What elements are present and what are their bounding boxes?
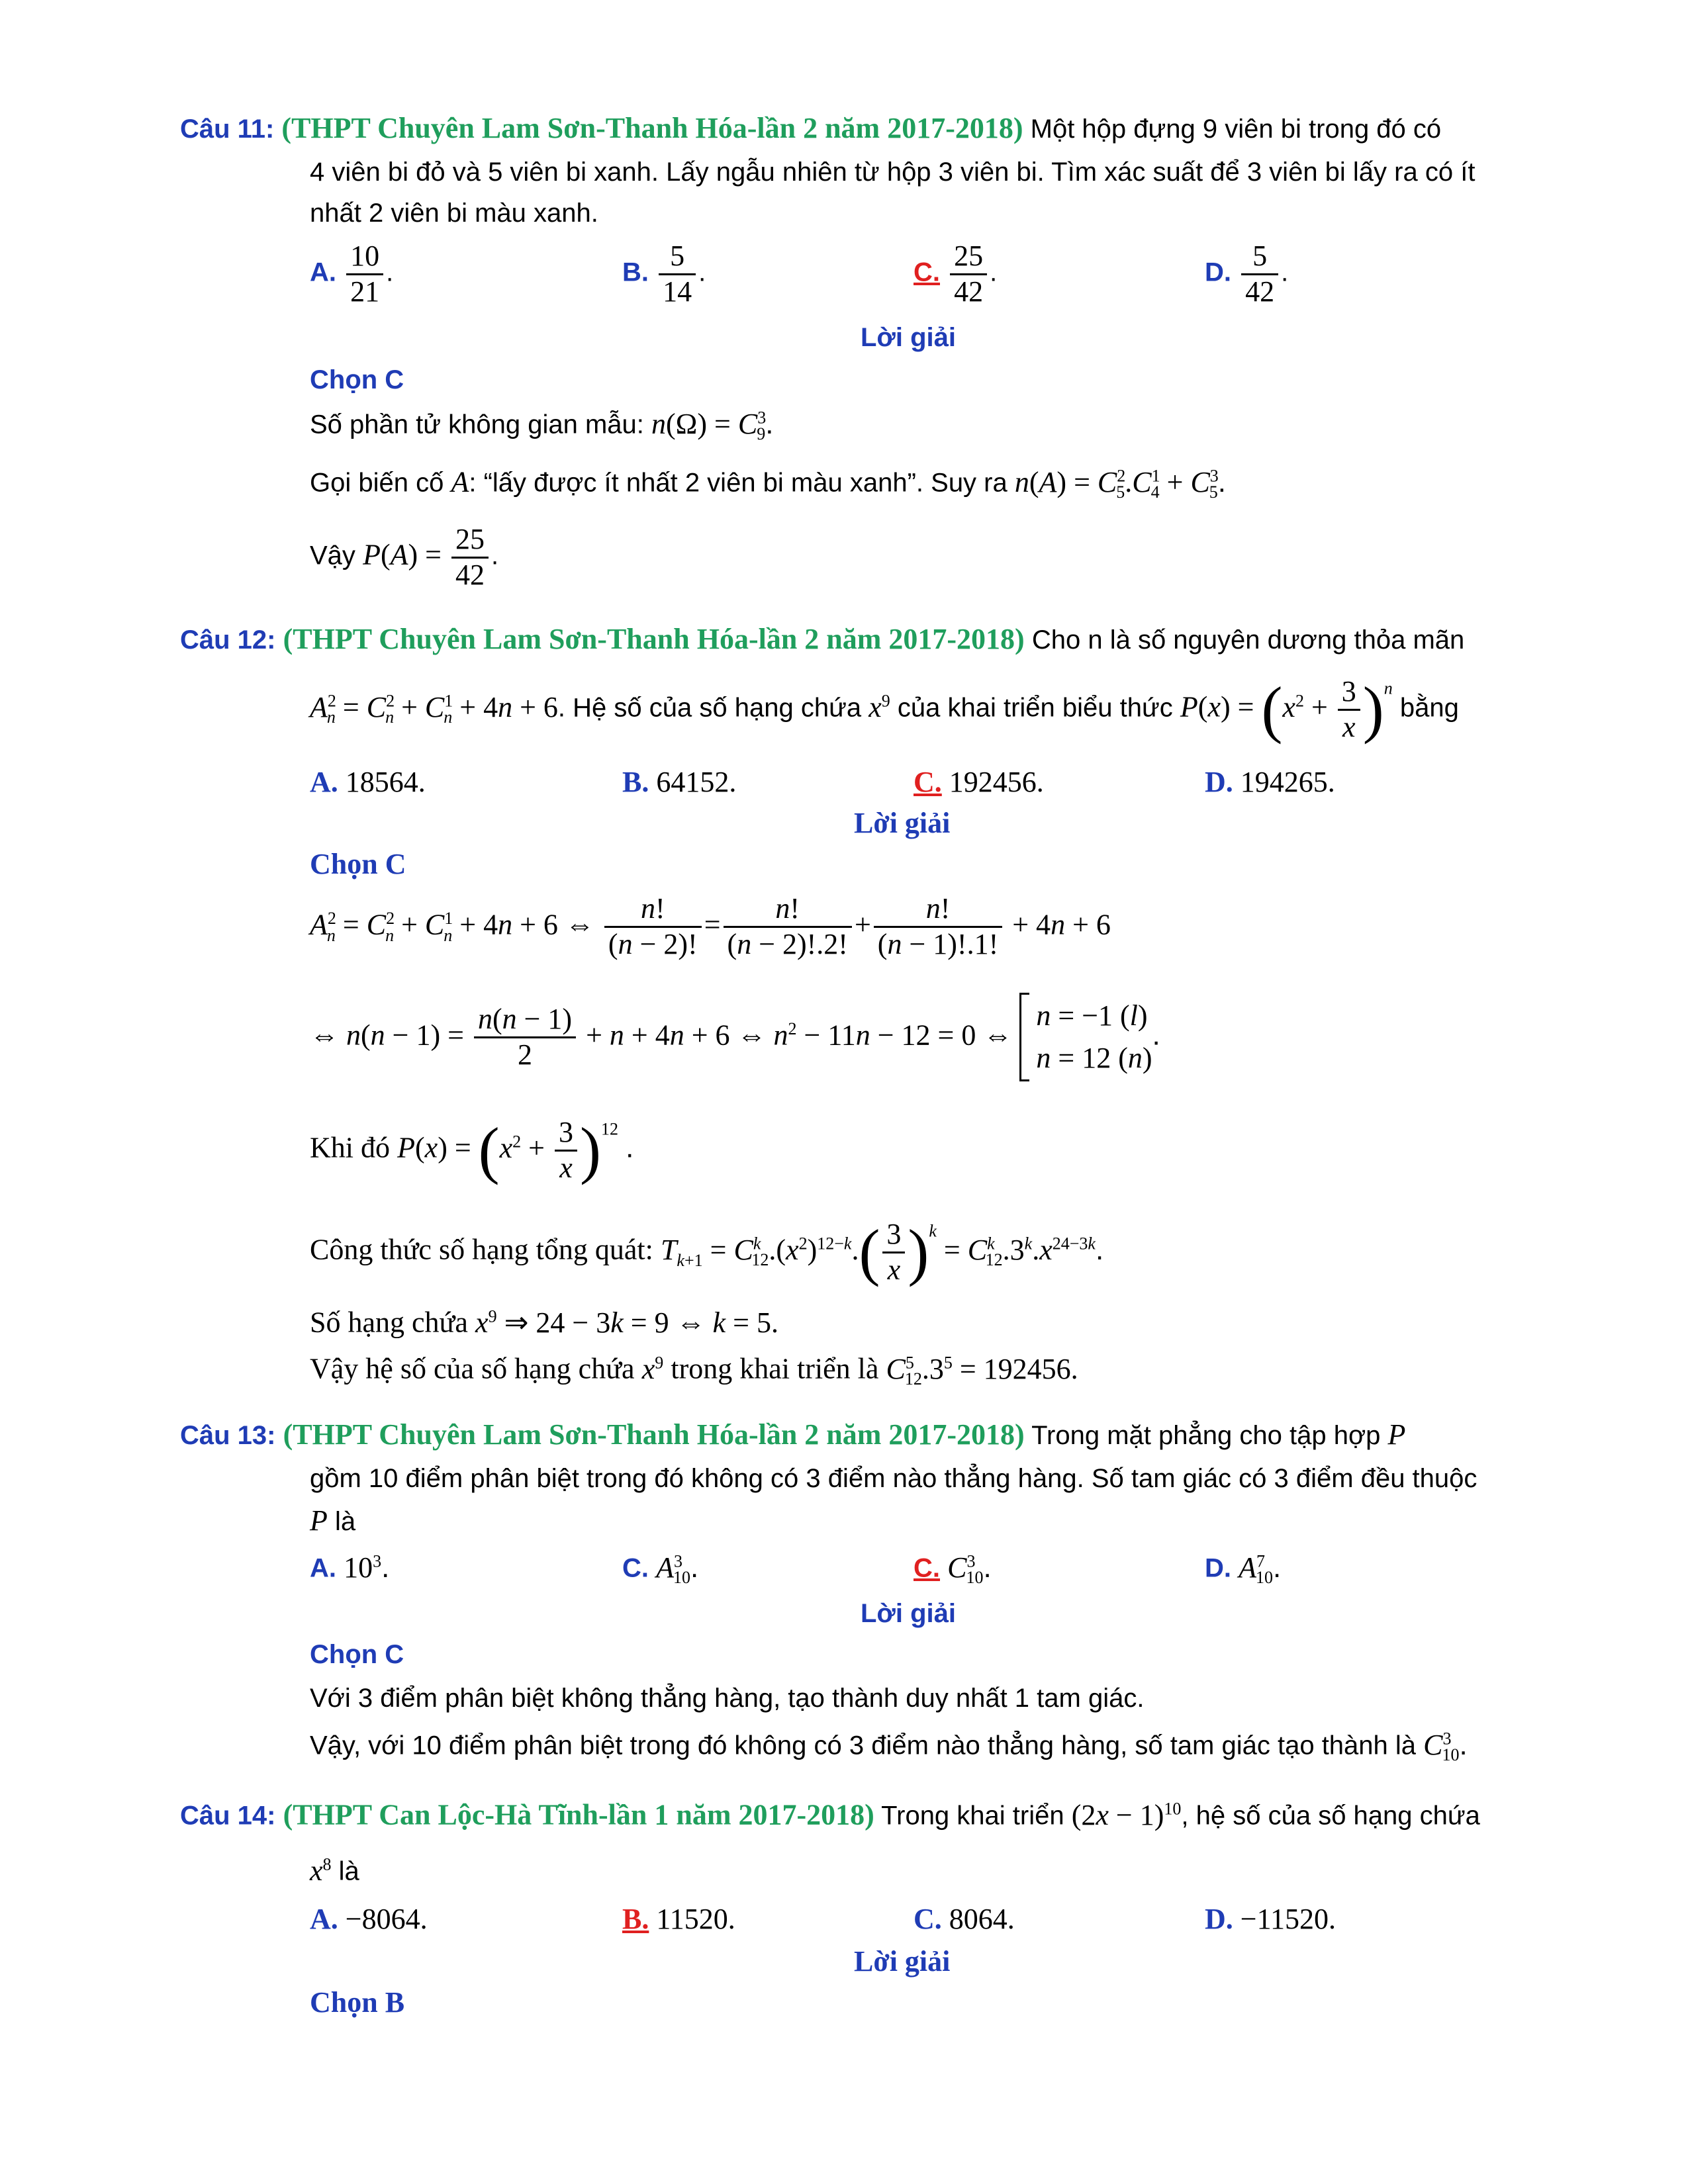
q13-text-3: P là [310, 1504, 356, 1537]
q11-line-3: Vậy P(A) = $\frac{25}{42}$ . [310, 523, 499, 591]
q13-label: Câu 13: [180, 1421, 276, 1450]
q12-option-a[interactable]: A. 18564. [310, 766, 426, 798]
q12-option-d[interactable]: D. 194265. [1205, 766, 1335, 798]
q12-eq-2: ⇔ n(n − 1) = $\frac{n(n - 1)}{2}$ + n + 4n + 6 ⇔ $n^2 - 11n - 12 = 0$ ⇔ n = −1 (l) n = 12 (n). [310, 993, 1160, 1081]
q12-source: (THPT Chuyên Lam Sơn-Thanh Hóa-lần 2 năm 2017-2018) [283, 623, 1025, 655]
q11-text-1: Một hộp đựng 9 viên bi trong đó có [1030, 114, 1442, 144]
q13-text-1: Trong mặt phẳng cho tập hợp [1031, 1421, 1381, 1450]
q14-source: (THPT Can Lộc-Hà Tĩnh-lần 1 năm 2017-2018) [283, 1798, 874, 1831]
q14-header: Câu 14: (THPT Can Lộc-Hà Tĩnh-lần 1 năm 2017-2018) Trong khai triển $(2x - 1)^{10}$, hệ số của số hạng chứa [180, 1798, 1480, 1831]
q11-choice: Chọn C [310, 365, 404, 394]
q12-option-b[interactable]: B. 64152. [622, 766, 737, 798]
q12-label: Câu 12: [180, 625, 276, 655]
q11-option-a[interactable]: A. $\frac{10}{21}$ . [310, 240, 394, 308]
q14-option-a[interactable]: A. −8064. [310, 1903, 428, 1935]
q12-eq-1: $A^2_n = C^2_n + C^1_n + 4n + 6$ ⇔ $\frac{n!}{(n - 2)!}$ = $\frac{n!}{(n - 2)!.2!}$ + $\frac{n!}{(n - 1)!.1!}$ + 4n + 6 [310, 892, 1111, 960]
q11-label: Câu 11: [180, 114, 275, 144]
q12-choice: Chọn C [310, 848, 406, 880]
fraction: $\frac{25}{42}$ [950, 240, 987, 308]
q14-solution-title: Lời giải [854, 1945, 951, 1978]
q13-header: Câu 13: (THPT Chuyên Lam Sơn-Thanh Hóa-lần 2 năm 2017-2018) Trong mặt phẳng cho tập hợp P [180, 1418, 1406, 1451]
q12-conclusion: Vậy hệ số của số hạng chứa $x^9$ trong khai triển là $C^5_{12}.3^5 = 192456$. [310, 1352, 1078, 1389]
q13-line-1: Với 3 điểm phân biệt không thẳng hàng, tạo thành duy nhất 1 tam giác. [310, 1684, 1145, 1713]
q11-line-1: Số phần tử không gian mẫu: $n(\Omega) = C^3_9$. [310, 407, 774, 444]
q14-label: Câu 14: [180, 1801, 276, 1831]
q14-option-b[interactable]: B. 11520. [622, 1903, 735, 1935]
q13-text-2: gồm 10 điểm phân biệt trong đó không có 3 điểm nào thẳng hàng. Số tam giác có 3 điểm đều thuộc [310, 1464, 1477, 1493]
q13-choice: Chọn C [310, 1640, 404, 1669]
q14-text-2: $x^8$ là [310, 1854, 359, 1887]
fraction: $\frac{5}{14}$ [659, 240, 696, 308]
q13-solution-title: Lời giải [861, 1599, 957, 1628]
q12-option-c[interactable]: C. 192456. [914, 766, 1044, 798]
fraction: $\frac{5}{42}$ [1241, 240, 1278, 308]
q14-option-c[interactable]: C. 8064. [914, 1903, 1015, 1935]
q12-solution-title: Lời giải [854, 807, 951, 839]
q11-header [180, 114, 1441, 143]
q12-term-x9: Số hạng chứa $x^9$ ⇒ 24 − 3k = 9 ⇔ k = 5. [310, 1306, 778, 1339]
fraction: $\frac{10}{21}$ [346, 240, 383, 308]
q13-option-c[interactable]: C. $C^3_{10}$. [914, 1551, 992, 1588]
q11-option-b[interactable]: B. $\frac{5}{14}$ . [622, 240, 706, 308]
q13-option-b[interactable]: C. $A^3_{10}$. [622, 1551, 699, 1588]
q12-general-term: Công thức số hạng tổng quát: $T_{k+1} = C^k_{12}.(x^2)^{12-k}$.( $\frac{3}{x}$ )$^k = C^k_{12}.3^k.x^{24-3k}$. [310, 1216, 1104, 1288]
q12-khi-do: Khi đó $P(x) = (x^2$ + $\frac{3}{x}$ )$^{12}$ . [310, 1115, 634, 1186]
fraction: $\frac{25}{42}$ [451, 523, 489, 592]
q14-option-d[interactable]: D. −11520. [1205, 1903, 1336, 1935]
q11-solution-title: Lời giải [861, 323, 957, 352]
q11-source: (THPT Chuyên Lam Sơn-Thanh Hóa-lần 2 năm 2017-2018) [281, 112, 1023, 144]
q11-option-d[interactable]: D. $\frac{5}{42}$ . [1205, 240, 1289, 308]
q11-option-c[interactable]: C. $\frac{25}{42}$ . [914, 240, 998, 308]
q13-line-2: Vậy, với 10 điểm phân biệt trong đó không có 3 điểm nào thẳng hàng, số tam giác tạo thành là $C^3_{10}$. [310, 1728, 1468, 1765]
q13-option-d[interactable]: D. $A^7_{10}$. [1205, 1551, 1282, 1588]
q14-text-1: Trong khai triển [881, 1801, 1064, 1831]
q12-text-2: $A^2_n = C^2_n + C^1_n + 4n + 6$. Hệ số của số hạng chứa $x^9$ của khai triển biểu thức $P(x) = (x^2$ + $\frac{3}{x}$ )$^n$ bằng [310, 674, 1459, 745]
fraction: $\frac{3}{x}$ [1338, 675, 1360, 744]
q12-header [180, 625, 1464, 654]
q13-source: (THPT Chuyên Lam Sơn-Thanh Hóa-lần 2 năm 2017-2018) [283, 1418, 1025, 1451]
q13-option-a[interactable]: A. $10^3$. [310, 1551, 390, 1584]
q14-choice: Chọn B [310, 1986, 405, 2019]
q11-line-2: Gọi biến cố A: “lấy được ít nhất 2 viên bi màu xanh”. Suy ra $n(A) = C^2_5.C^1_4 + C^3_5$. [310, 465, 1227, 502]
q11-text-3: nhất 2 viên bi màu xanh. [310, 199, 598, 228]
q11-text-2: 4 viên bi đỏ và 5 viên bi xanh. Lấy ngẫu nhiên từ hộp 3 viên bi. Tìm xác suất để 3 viên bi lấy ra có ít [310, 158, 1476, 187]
q12-text-1: Cho n là số nguyên dương thỏa mãn [1031, 625, 1465, 655]
